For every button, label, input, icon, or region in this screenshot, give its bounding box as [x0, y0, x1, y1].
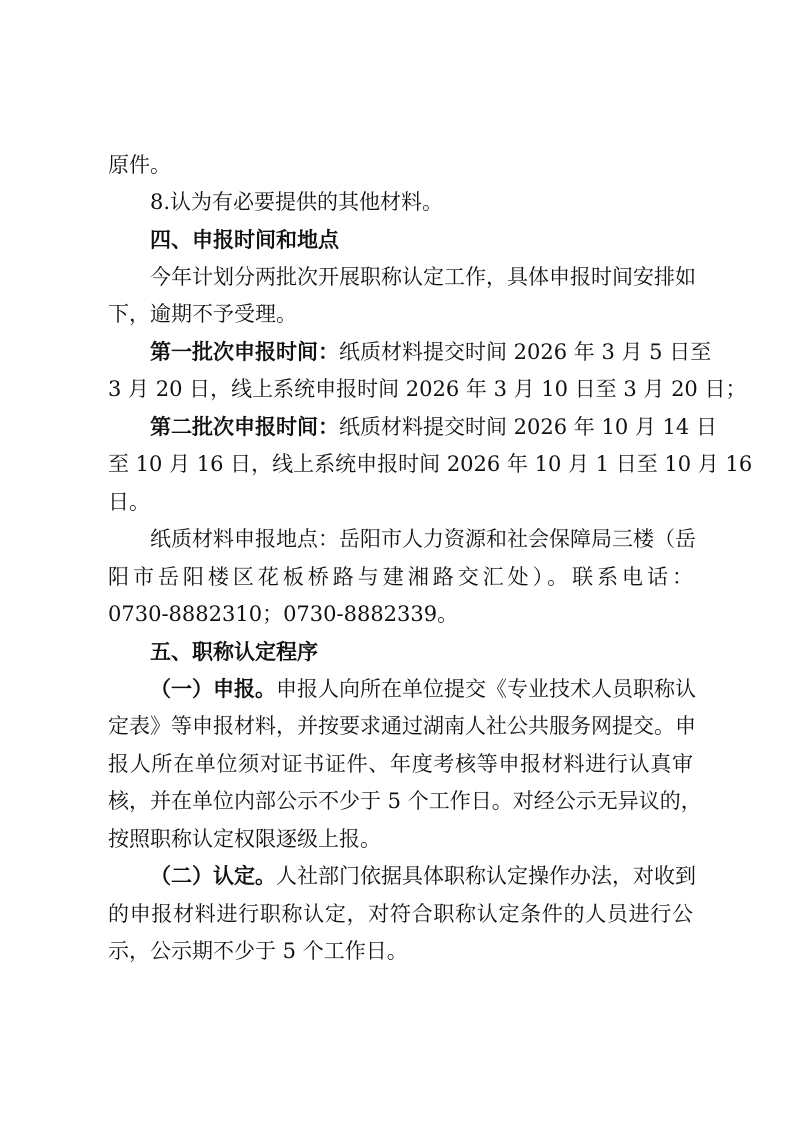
- contact-phone: 0730-8882310；0730-8882339。: [108, 602, 459, 626]
- paragraph-line: [150, 412, 717, 442]
- text-line: 原件。: [108, 153, 171, 177]
- step-1-label: （一）申报。: [150, 676, 276, 701]
- section-heading-4: 四、申报时间和地点: [150, 228, 339, 252]
- paragraph-line: [150, 861, 696, 891]
- paragraph-line: 3 月 20 日，线上系统申报时间 2026 年 3 月 10 日至 3 月 20 日；: [108, 377, 747, 401]
- paragraph-line: 示，公示期不少于 5 个工作日。: [108, 939, 408, 963]
- step-2-label: （二）认定。: [150, 863, 276, 888]
- paragraph-line: 日。: [108, 490, 150, 514]
- paragraph-line: 报人所在单位须对证书证件、年度考核等申报材料进行认真审: [108, 752, 693, 776]
- batch-1-text: 纸质材料提交时间 2026 年 3 月 5 日至: [339, 340, 712, 364]
- paragraph-line: 阳市岳阳楼区花板桥路与建湘路交汇处）。联系电话：: [108, 565, 693, 589]
- paragraph-line: 今年计划分两批次开展职称认定工作，具体申报时间安排如: [150, 265, 696, 289]
- batch-2-text: 纸质材料提交时间 2026 年 10 月 14 日: [339, 415, 717, 439]
- paragraph-line: [150, 674, 696, 704]
- batch-2-label: 第二批次申报时间：: [150, 414, 339, 439]
- paragraph-line: 至 10 月 16 日，线上系统申报时间 2026 年 10 月 1 日至 10 月 16: [108, 452, 753, 476]
- step-2-text: 人社部门依据具体职称认定操作办法，对收到: [276, 864, 696, 888]
- paragraph-line: 按照职称认定权限逐级上报。: [108, 827, 381, 851]
- paragraph-line: 的申报材料进行职称认定，对符合职称认定条件的人员进行公: [108, 902, 693, 926]
- section-heading-5: 五、职称认定程序: [150, 640, 318, 664]
- batch-1-label: 第一批次申报时间：: [150, 339, 339, 364]
- list-item-8: 8.认为有必要提供的其他材料。: [150, 190, 444, 214]
- paragraph-line: 核，并在单位内部公示不少于 5 个工作日。对经公示无异议的，: [108, 789, 702, 813]
- step-1-text: 申报人向所在单位提交《专业技术人员职称认: [276, 677, 696, 701]
- paragraph-line: 下，逾期不予受理。: [108, 302, 297, 326]
- paragraph-line: 纸质材料申报地点：岳阳市人力资源和社会保障局三楼（岳: [150, 527, 696, 551]
- paragraph-line: [150, 337, 712, 367]
- paragraph-line: 定表》等申报材料，并按要求通过湖南人社公共服务网提交。申: [108, 714, 696, 738]
